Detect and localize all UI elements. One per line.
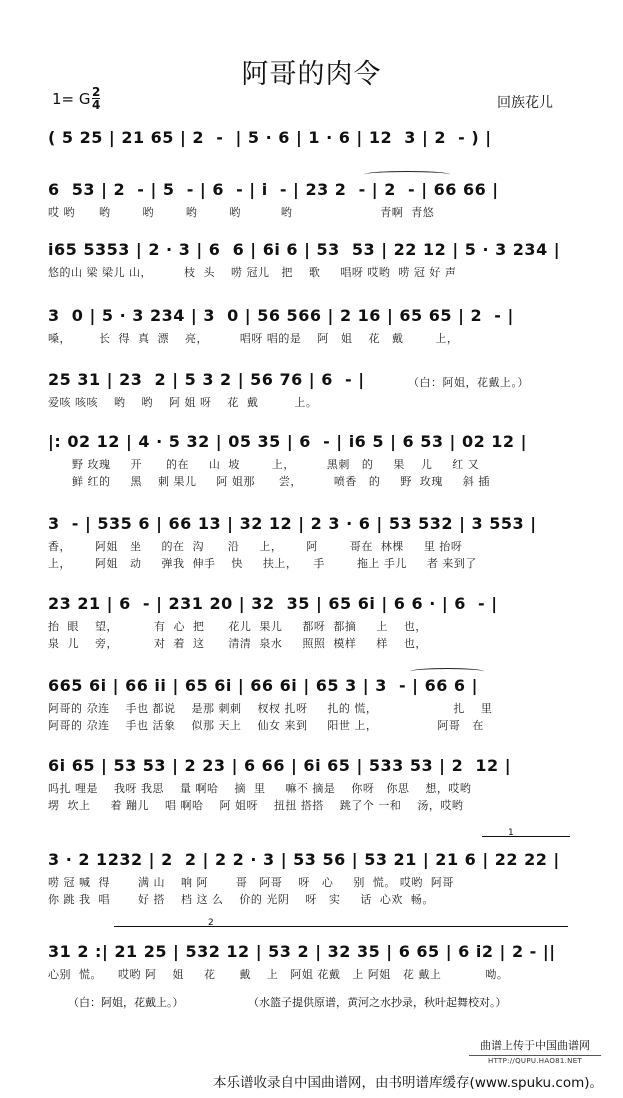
notation-line: |: 02 12 | 4 · 5 32 | 05 35 | 6 - | i6 5 | 6 53 | 02 12 | [48, 432, 527, 451]
volta-1-bracket [482, 836, 570, 837]
lyric-line: 嗓， 长 得 真 漂 亮， 唱呀 唱的是 阿 姐 花 戴 上， [48, 332, 459, 345]
notation-line: 3 - | 535 6 | 66 13 | 32 12 | 2 3 · 6 | 53 532 | 3 553 | [48, 514, 537, 533]
cache-credit: 本乐谱收录自中国曲谱网，由书明谱库缓存(www.spuku.com)。 [213, 1075, 603, 1091]
notation-line: 6i 65 | 53 53 | 2 23 | 6 66 | 6i 65 | 533 53 | 2 12 | [48, 756, 512, 775]
source-credit-note: （水篮子提供原谱，黄河之水抄录，秋叶起舞校对。） [248, 996, 507, 1009]
notation-line: 25 31 | 23 2 | 5 3 2 | 56 76 | 6 - | [48, 370, 365, 389]
spoken-aside-footer: （白：阿姐，花戴上。） [68, 996, 184, 1009]
lyric-line-verse-2: 塄 坎上 着 蹦儿 唱 啊哈 阿 姐呀 扭扭 搭搭 跳了个 一和 汤，哎哟 [48, 799, 464, 812]
volta-2-bracket [114, 926, 568, 927]
stamp-text: 曲谱上传于中国曲谱网 [480, 1039, 590, 1052]
notation-line: 23 21 | 6 - | 231 20 | 32 35 | 65 6i | 6 6 · | 6 - | [48, 594, 498, 613]
notation-line: 3 · 2 1232 | 2 2 | 2 2 · 3 | 53 56 | 53 21 | 21 6 | 22 22 | [48, 850, 560, 869]
stamp-url: HTTP://QUPU.HAO81.NET [469, 1055, 601, 1065]
song-title: 阿哥的肉令 [241, 59, 382, 90]
notation-line: i65 5353 | 2 · 3 | 6 6 | 6i 6 | 53 53 | 22 12 | 5 · 3 234 | [48, 240, 561, 259]
lyric-line-verse-1: 香， 阿姐 坐 的在 沟 沿 上， 阿 哥在 林棵 里 抬呀 [48, 540, 463, 553]
meter-bottom: 4 [92, 98, 101, 112]
notation-line: 3 0 | 5 · 3 234 | 3 0 | 56 566 | 2 16 | 65 65 | 2 - | [48, 306, 514, 325]
tie-arc [364, 171, 450, 178]
lyric-line-verse-2: 泉 儿 旁， 对 着 这 清清 泉水 照照 模样 样 也， [48, 637, 427, 650]
lyric-line-verse-1: 唠 冠 喊 得 满 山 响 阿 哥 阿哥 呀 心 别 慌。 哎哟 阿哥 [48, 876, 454, 889]
spoken-aside: （白：阿姐，花戴上。） [408, 376, 529, 389]
lyric-line-verse-2: 阿哥的 尕连 手也 活象 似那 天上 仙女 来到 阳世 上， 阿哥 在 [48, 719, 484, 732]
volta-1-label: 1 [508, 828, 514, 838]
lyric-line-verse-1: 野 玫瑰 开 的在 山 坡 上， 黑刺 的 果 儿 红 又 [48, 458, 480, 471]
time-signature [92, 86, 100, 111]
lyric-line-verse-1: 阿哥的 尕连 手也 都说 是那 刺刺 杈杈 扎呀 扎的 慌， 扎 里 [48, 702, 493, 715]
lyric-line-verse-1: 抬 眼 望， 有 心 把 花儿 果儿 都呀 都摘 上 也， [48, 620, 427, 633]
lyric-line-verse-2: 上， 阿姐 动 弹我 伸手 快 扶上， 手 拖上 手儿 者 来到了 [48, 557, 477, 570]
notation-line: 665 6i | 66 ii | 65 6i | 66 6i | 65 3 | 3 - | 66 6 | [48, 676, 478, 695]
notation-line: 31 2 :| 21 25 | 532 12 | 53 2 | 32 35 | 6 65 | 6 i2 | 2 - || [48, 942, 556, 961]
volta-2-label: 2 [208, 918, 214, 928]
lyric-line: 心别 慌。 哎哟 阿 姐 花 戴 上 阿姐 花戴 上 阿姐 花 戴上 呦。 [48, 968, 509, 981]
site-stamp [469, 1037, 601, 1065]
notation-line: 6 53 | 2 - | 5 - | 6 - | i - | 23 2 - | 2 - | 66 66 | [48, 180, 499, 199]
lyric-line: 哎 哟 哟 哟 哟 哟 哟 青啊 青悠 [48, 206, 435, 219]
notation-line: ( 5 25 | 21 65 | 2 - | 5 · 6 | 1 · 6 | 12 3 | 2 - ) | [48, 128, 492, 147]
lyric-line-verse-1: 吗扎 哩是 我呀 我思 量 啊哈 摘 里 嘛不 摘是 你呀 你思 想，哎哟 [48, 782, 472, 795]
key-signature: 1= G [52, 90, 91, 108]
tie-arc [410, 668, 484, 675]
meter-top: 2 [92, 85, 101, 99]
lyric-line: 悠的山 梁 梁儿 山， 枝 头 唠 冠儿 把 歌 唱呀 哎哟 唠 冠 好 声 [48, 266, 457, 279]
lyric-line-verse-2: 你 跳 我 唱 好 搭 档 这 么 价的 光阴 呀 实 话 心欢 畅。 [48, 893, 434, 906]
genre-label: 回族花儿 [497, 95, 553, 111]
lyric-line: 爱咳 咳咳 哟 哟 阿 姐 呀 花 戴 上。 [48, 396, 318, 409]
lyric-line-verse-2: 鲜 红的 黑 刺 果儿 阿 姐那 尝， 喷香 的 野 玫瑰 斜 插 [48, 475, 490, 488]
